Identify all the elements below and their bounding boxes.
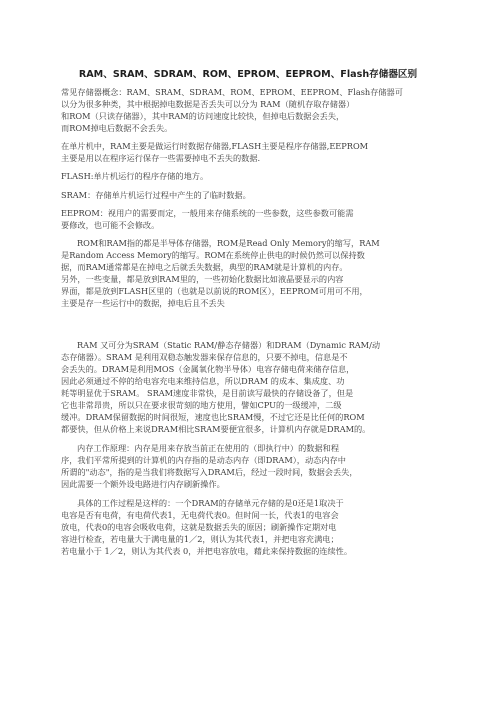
document-title: RAM、SRAM、SDRAM、ROM、EPROM、EEPROM、Flash存储器区别 bbox=[78, 69, 418, 80]
paragraph-line: 常见存储器概念：RAM、SRAM、SDRAM、ROM、EPROM、EEPROM、Flash存储器可 bbox=[61, 87, 403, 97]
paragraph-line: 另外，一些变量，都是放到RAM里的，一些初始化数据比如液晶要显示的内容 bbox=[61, 274, 344, 284]
paragraph-line: 在单片机中，RAM主要是做运行时数据存储器,FLASH主要是程序存储器,EEPROM bbox=[61, 141, 369, 151]
paragraph-line: 据，而RAM通常都是在掉电之后就丢失数据，典型的RAM就是计算机的内存。 bbox=[61, 262, 348, 272]
paragraph-line: 缓冲。DRAM保留数据的时间很短，速度也比SRAM慢，不过它还是比任何的ROM bbox=[61, 412, 365, 422]
paragraph-line: EEPROM：视用户的需要而定，一般用来存储系统的一些参数，这些参数可能需 bbox=[61, 208, 354, 218]
paragraph-line: 主要是用以在程序运行保存一些需要掉电不丢失的数据. bbox=[61, 153, 261, 163]
paragraph-line: 而ROM掉电后数据不会丢失。 bbox=[61, 123, 173, 133]
paragraph-line: 它也非常昂贵，所以只在要求很苛刻的地方使用，譬如CPU的一级缓冲，二级 bbox=[61, 400, 342, 410]
paragraph-line: 序，我们平常所提到的计算机的内存指的是动态内存（即DRAM），动态内存中 bbox=[61, 455, 346, 465]
paragraph-line: 所谓的"动态"，指的是当我们将数据写入DRAM后，经过一段时间，数据会丢失， bbox=[61, 467, 358, 477]
paragraph-line: FLASH:单片机运行的程序存储的地方。 bbox=[61, 171, 209, 181]
paragraph-line: 内存工作原理：内存是用来存放当前正在使用的（即执行中）的数据和程 bbox=[77, 443, 340, 453]
paragraph-line: RAM 又可分为SRAM（Static RAM/静态存储器）和DRAM（Dynamic RAM/动 bbox=[77, 340, 381, 350]
paragraph-line: 电容是否有电荷，有电荷代表1，无电荷代表0。但时间一长，代表1的电容会 bbox=[61, 510, 339, 520]
paragraph-line: 因此需要一个额外设电路进行内存刷新操作。 bbox=[61, 479, 225, 489]
paragraph-line: 态存储器）。SRAM 是利用双稳态触发器来保存信息的，只要不掉电，信息是不 bbox=[61, 352, 348, 362]
paragraph-line: 因此必须通过不停的给电容充电来维持信息，所以DRAM 的成本、集成度、功 bbox=[61, 376, 345, 386]
paragraph-line: ROM和RAM指的都是半导体存储器，ROM是Read Only Memory的缩写，RAM bbox=[77, 238, 380, 248]
paragraph-line: 和ROM（只读存储器），其中RAM的访问速度比较快，但掉电后数据会丢失， bbox=[61, 111, 345, 121]
paragraph-line: 以分为很多种类，其中根据掉电数据是否丢失可以分为 RAM（随机存取存储器） bbox=[61, 99, 355, 109]
paragraph-line: 耗等明显优于SRAM。 SRAM速度非常快，是目前读写最快的存储设备了，但是 bbox=[61, 388, 354, 398]
paragraph-line: 容进行检查，若电量大于满电量的1／2，则认为其代表1，并把电容充满电； bbox=[61, 534, 339, 544]
paragraph-line: 要修改，也可能不会修改。 bbox=[61, 220, 160, 230]
paragraph-line: 都要快，但从价格上来说DRAM相比SRAM要便宜很多，计算机内存就是DRAM的。 bbox=[61, 424, 371, 434]
paragraph-line: 放电，代表0的电容会吸收电荷，这就是数据丢失的原因；刷新操作定期对电 bbox=[61, 522, 337, 532]
paragraph-line: 具体的工作过程是这样的：一个DRAM的存储单元存储的是0还是1取决于 bbox=[77, 498, 344, 508]
paragraph-line: SRAM：存储单片机运行过程中产生的了临时数据。 bbox=[61, 190, 251, 200]
paragraph-line: 若电量小于 1／2，则认为其代表 0，并把电容放电，藉此来保持数据的连续性。 bbox=[61, 546, 353, 556]
paragraph-line: 会丢失的。DRAM是利用MOS（金属氧化物半导体）电容存储电荷来储存信息， bbox=[61, 364, 355, 374]
paragraph-line: 界面，都是放到FLASH区里的（也就是以前说的ROM区），EEPROM可用可不用， bbox=[61, 286, 368, 296]
paragraph-line: 主要是存一些运行中的数据，掉电后且不丢失 bbox=[61, 298, 225, 308]
paragraph-line: 是Random Access Memory的缩写。ROM在系统停止供电的时候仍然可以保持数 bbox=[61, 250, 365, 260]
